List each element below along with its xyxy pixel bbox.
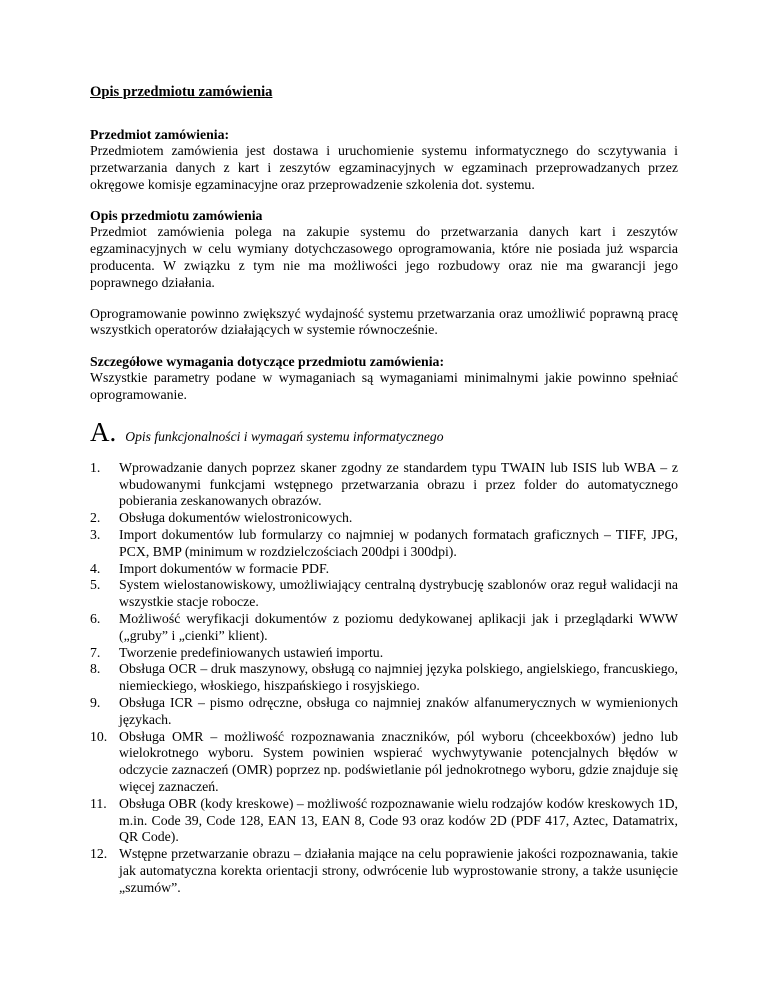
list-item [90, 661, 678, 695]
page-title: Opis przedmiotu zamówienia [90, 84, 273, 100]
list-item [90, 729, 678, 796]
section-text: Oprogramowanie powinno zwiększyć wydajność systemu przetwarzania oraz umożliwić poprawną pracę wszystkich operatorów działających w systemie równocześnie. [90, 305, 678, 338]
list-item [90, 577, 678, 611]
section-a-heading [90, 418, 678, 446]
section-detailed-requirements [90, 353, 678, 404]
item-text: Obsługa dokumentów wielostronicowych. [119, 510, 353, 526]
section-text: Wszystkie parametry podane w wymaganiach są wymaganiami minimalnymi jakie powinno spełniać oprogramowanie. [90, 370, 678, 402]
item-number: 9. [90, 694, 101, 710]
item-number: 8. [90, 661, 101, 677]
item-text: Obsługa ICR – pismo odręczne, obsługa co najmniej znaków alfanumerycznych w wymienionych językach. [119, 694, 678, 727]
list-item [90, 846, 678, 896]
item-text: Import dokumentów w formacie PDF. [119, 560, 330, 576]
list-item [90, 460, 678, 510]
section-subject [90, 126, 678, 193]
item-number: 10. [90, 728, 108, 744]
section-description [90, 207, 678, 291]
item-text: Obsługa OCR – druk maszynowy, obsługą co najmniej języka polskiego, angielskiego, francuskiego, niemieckiego, włoskiego, hiszpańskiego i rosyjskiego. [119, 661, 678, 694]
item-text: Import dokumentów lub formularzy co najmniej w podanych formatach graficznych – TIFF, JPG, PCX, BMP (minimum w rozdzielczościach 200dpi i 300dpi). [119, 526, 678, 559]
item-number: 3. [90, 526, 101, 542]
section-performance [90, 306, 678, 340]
section-heading: Szczegółowe wymagania dotyczące przedmiotu zamówienia: [90, 354, 445, 370]
item-number: 7. [90, 644, 101, 660]
item-number: 4. [90, 560, 101, 576]
list-item [90, 510, 678, 527]
item-text: Obsługa OBR (kody kreskowe) – możliwość rozpoznawanie wielu rodzajów kodów kreskowych 1D, m.in. Code 39, Code 128, EAN 13, EAN 8, Code 93 oraz kodów 2D (PDF 417, Aztec, Datamatrix, QR Code). [119, 795, 678, 845]
item-text: Możliwość weryfikacji dokumentów z poziomu dedykowanej aplikacji jak i przeglądarki WWW („gruby” i „cienki” klient). [119, 610, 678, 643]
section-a-letter: A. [90, 416, 117, 447]
item-number: 1. [90, 459, 101, 475]
item-text: System wielostanowiskowy, umożliwiający centralną dystrybucję szablonów oraz reguł walidacji na wszystkie stacje robocze. [119, 577, 678, 610]
item-number: 6. [90, 610, 101, 626]
section-text: Przedmiotem zamówienia jest dostawa i uruchomienie systemu informatycznego do sczytywania i przetwarzania danych z kart i zeszytów egzaminacyjnych w egzaminach przeprowadzanych przez okręgowe komisje egzaminacyjne oraz przeprowadzenie szkolenia dot. systemu. [90, 143, 678, 192]
section-text: Przedmiot zamówienia polega na zakupie systemu do przetwarzania danych kart i zeszytów egzaminacyjnych w celu wymiany dotychczasowego oprogramowania, które nie posiada już wsparcia producenta. W związku z tym nie ma możliwości jego rozbudowy oraz nie ma gwarancji jego poprawnego działania. [90, 224, 678, 290]
section-a-title: Opis funkcjonalności i wymagań systemu informatycznego [125, 428, 444, 444]
item-text: Tworzenie predefiniowanych ustawień importu. [119, 644, 384, 660]
item-number: 5. [90, 577, 101, 593]
item-number: 12. [90, 846, 108, 862]
list-item [90, 695, 678, 729]
list-item [90, 527, 678, 561]
list-item [90, 611, 678, 645]
list-item [90, 645, 678, 662]
item-text: Obsługa OMR – możliwość rozpoznawania znaczników, pól wyboru (chceekboxów) jedno lub wielokrotnego wyboru. System powinien wspierać wychwytywanie potencjalnych błędów w odczycie zaznaczeń (OMR) poprzez np. podświetlanie pól jednokrotnego wyboru, gdzie znajduje się więcej zaznaczeń. [119, 728, 678, 794]
list-item [90, 561, 678, 578]
item-text: Wstępne przetwarzanie obrazu – działania mające na celu poprawienie jakości rozpoznawania, takie jak automatyczna korekta orientacji strony, odwrócenie lub wyprostowanie strony, a także usunięcie „szumów”. [119, 846, 678, 895]
item-number: 2. [90, 510, 101, 526]
section-heading: Przedmiot zamówienia: [90, 127, 230, 142]
requirements-list [90, 460, 678, 897]
item-number: 11. [90, 795, 107, 811]
item-text: Wprowadzanie danych poprzez skaner zgodny ze standardem typu TWAIN lub ISIS lub WBA – z wbudowanymi funkcjami wstępnego przetwarzania obrazu i przez folder do automatycznego pobierania zeskanowanych obrazów. [119, 459, 678, 509]
section-heading: Opis przedmiotu zamówienia [90, 208, 263, 224]
list-item [90, 796, 678, 846]
